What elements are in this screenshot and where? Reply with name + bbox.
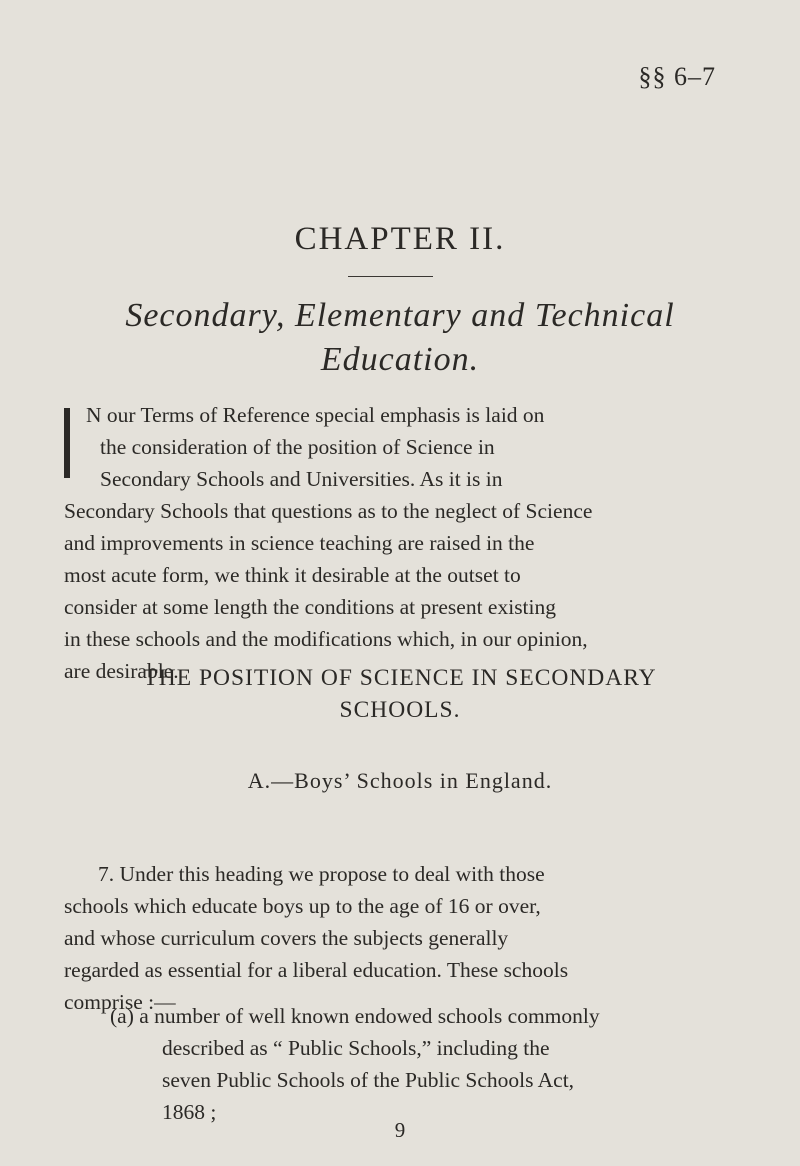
text-line: and whose curriculum covers the subjects generally (64, 926, 509, 950)
subtitle-line-1: Secondary, Elementary and Technical (125, 297, 675, 334)
text-line: (a) a number of well known endowed schools commonly (110, 1004, 600, 1028)
section-heading-line-1: THE POSITION OF SCIENCE IN SECONDARY (143, 665, 657, 691)
paragraph-7 (64, 858, 680, 1018)
section-reference: §§ 6–7 (638, 62, 716, 91)
text-line: comprise :— (64, 990, 176, 1014)
title-rule (348, 276, 433, 277)
intro-paragraph (64, 399, 680, 687)
text-line: Secondary Schools that questions as to the neglect of Science (64, 499, 593, 523)
text-line: most acute form, we think it desirable at the outset to (64, 563, 521, 587)
text-line: the consideration of the position of Science in (100, 435, 495, 459)
text-line: described as “ Public Schools,” including the (162, 1036, 550, 1060)
text-line: N our Terms of Reference special emphasis is laid on (86, 403, 545, 427)
page-number: 9 (394, 1118, 406, 1142)
chapter-subtitle (0, 294, 800, 382)
subtitle-line-2: Education. (320, 341, 480, 378)
section-heading-line-2: SCHOOLS. (339, 697, 461, 723)
text-line: and improvements in science teaching are raised in the (64, 531, 535, 555)
text-line: seven Public Schools of the Public Schools Act, (162, 1068, 575, 1092)
text-line: 1868 ; (162, 1100, 217, 1124)
text-line: schools which educate boys up to the age of 16 or over, (64, 894, 541, 918)
text-line: are desirable. (64, 659, 179, 683)
text-line: in these schools and the modifications which, in our opinion, (64, 627, 588, 651)
text-line: consider at some length the conditions at present existing (64, 595, 557, 619)
text-line: Secondary Schools and Universities. As it is in (100, 467, 503, 491)
text-line: regarded as essential for a liberal education. These schools (64, 958, 569, 982)
text-line: 7. Under this heading we propose to deal with those (98, 862, 545, 886)
chapter-title: CHAPTER II. (294, 221, 506, 257)
list-item-a (110, 1000, 682, 1128)
subsection-heading: A.—Boys’ Schools in England. (247, 768, 553, 793)
